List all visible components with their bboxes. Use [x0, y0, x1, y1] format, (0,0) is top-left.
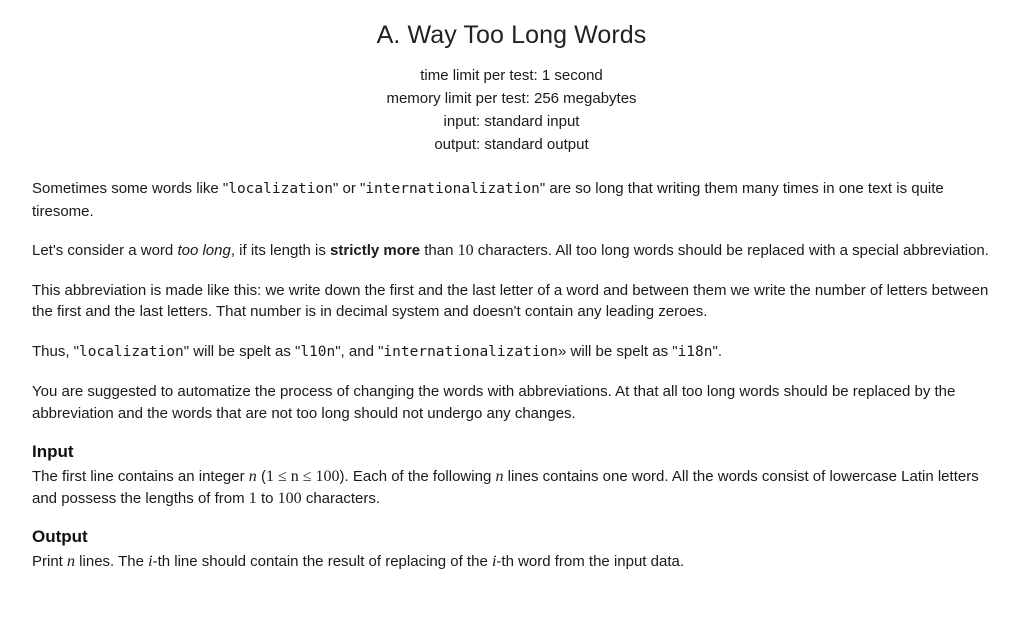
problem-statement — [32, 178, 991, 573]
p4-text-c: ", and " — [335, 342, 384, 360]
p4-code-l10n: l10n — [300, 343, 336, 360]
p2-text-b: , if its length is — [230, 242, 331, 259]
problem-limits — [32, 64, 991, 156]
p2-emphasis-too-long: too long — [177, 242, 231, 259]
p4-text-d: » will be spelt as " — [558, 342, 678, 360]
output-text-d: -th word from the input data. — [496, 553, 685, 570]
statement-paragraph-4 — [32, 341, 991, 364]
p1-text-c: " are so long that writing them many times in one text is quite tiresome. — [32, 180, 944, 220]
output-section-body — [32, 551, 991, 573]
input-section-header: Input — [32, 442, 74, 461]
output-text-a: Print — [32, 553, 68, 570]
p2-text-c: than — [420, 242, 458, 259]
p4-code-localization: localization — [79, 343, 184, 360]
input-number-one: 1 — [248, 489, 257, 507]
output-var-i-1: i — [148, 553, 153, 570]
time-limit: time limit per test: 1 second — [420, 67, 603, 84]
p1-text-a: Sometimes some words like " — [32, 180, 229, 197]
input-text-f: characters. — [301, 489, 381, 507]
output-var-i-2: i — [491, 553, 497, 570]
p4-text-b: " will be spelt as " — [183, 342, 301, 360]
input-text-a: The first line contains an integer — [32, 468, 249, 485]
p1-code-localization: localization — [228, 181, 333, 197]
p2-text-a: Let's consider a word — [32, 242, 178, 259]
p4-text-e: ". — [712, 342, 722, 360]
statement-paragraph-2 — [32, 240, 991, 262]
statement-paragraph-3: This abbreviation is made like this: we write down the first and the last letter of a word and between them we write the number of letters between the first and the last letters. That number is in decimal system and doesn't contain any leading zeroes. — [32, 281, 989, 320]
input-var-n-1: n — [248, 468, 257, 485]
output-text-b: lines. The — [75, 553, 149, 570]
p4-code-internationalization: internationalization — [383, 343, 559, 360]
output-section-header: Output — [32, 527, 88, 546]
p1-code-internationalization: internationalization — [365, 181, 540, 197]
statement-paragraph-1 — [32, 178, 991, 222]
memory-limit: memory limit per test: 256 megabytes — [386, 90, 637, 107]
input-var-n-2: n — [495, 468, 504, 485]
p4-code-i18n: i18n — [677, 343, 713, 360]
input-mode: input: standard input — [443, 113, 580, 130]
p4-text-a: Thus, " — [32, 342, 80, 360]
input-text-c: ). Each of the following — [339, 468, 496, 485]
output-mode: output: standard output — [434, 136, 589, 153]
output-text-c: -th line should contain the result of replacing of the — [152, 553, 492, 570]
input-section-body — [32, 466, 991, 509]
input-constraint-n: 1 ≤ n ≤ 100 — [265, 468, 340, 485]
p2-text-d: characters. All too long words should be replaced with a special abbreviation. — [473, 242, 989, 259]
p2-strong-strictly-more: strictly more — [330, 242, 421, 259]
problem-page — [0, 21, 1023, 573]
p1-text-b: " or " — [332, 180, 366, 197]
p2-number-ten: 10 — [457, 242, 474, 259]
input-text-b: ( — [256, 468, 266, 485]
output-var-n: n — [67, 553, 76, 570]
input-number-hundred: 100 — [277, 489, 302, 507]
statement-paragraph-5: You are suggested to automatize the process of changing the words with abbreviations. At that all too long words should be replaced by the abbreviation and the words that are not too long should not undergo any changes. — [32, 383, 956, 422]
input-text-d: lines contains one word. All the words consist of lowercase Latin letters and possess the lengths of from — [32, 468, 979, 507]
page-title: A. Way Too Long Words — [376, 21, 647, 49]
input-text-e: to — [256, 489, 278, 507]
